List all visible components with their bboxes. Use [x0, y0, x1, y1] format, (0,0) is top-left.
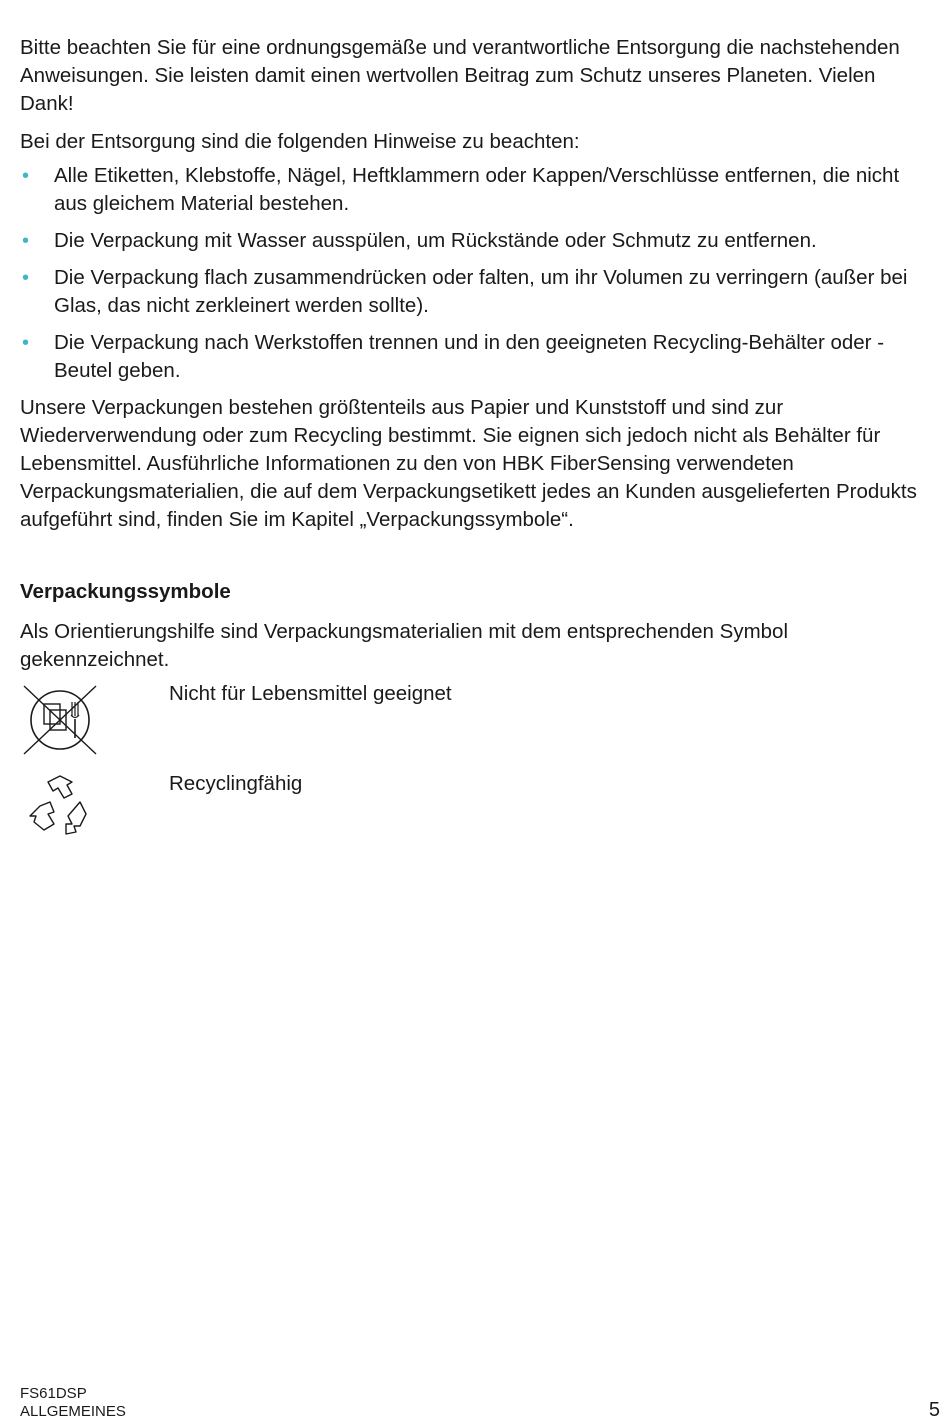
list-item-text: Die Verpackung mit Wasser ausspülen, um Rückstände oder Schmutz zu entfernen. — [54, 229, 817, 252]
bullet-icon: • — [22, 332, 30, 354]
disposal-lead-text: Bei der Entsorgung sind die folgenden Hinweise zu beachten: — [20, 130, 580, 153]
list-item — [20, 227, 932, 255]
symbol-row-not-food-safe — [20, 680, 932, 770]
list-item-text: Alle Etiketten, Klebstoffe, Nägel, Heftklammern oder Kappen/Verschlüsse entfernen, die nicht aus gleichem Material bestehen. — [54, 164, 900, 215]
bullet-icon: • — [22, 165, 30, 187]
not-food-safe-icon — [20, 682, 100, 758]
symbol-row-recycling — [20, 770, 932, 860]
symbol-label: Nicht für Lebensmittel geeignet — [169, 682, 452, 705]
list-item — [20, 264, 932, 320]
symbol-label: Recyclingfähig — [169, 772, 303, 795]
packaging-paragraph: Unsere Verpackungen bestehen größtenteils aus Papier und Kunststoff und sind zur Wiederverwendung oder zum Recycling bestimmt. Sie eignen sich jedoch nicht als Behälter für Lebensmittel. Ausführliche Informationen zu den von HBK FiberSensing verwendeten Verpackungsmaterialien, die auf dem Verpackungsetikett jedes an Kunden ausgelieferten Produkts aufgeführt sind, finden Sie im Kapitel „Verpackungssymbole“. — [20, 396, 917, 531]
page-number: 5 — [928, 1399, 940, 1421]
list-item — [20, 162, 932, 218]
section-heading: Verpackungssymbole — [20, 580, 231, 603]
footer-product: FS61DSP — [20, 1385, 87, 1402]
document-body — [20, 34, 932, 860]
list-item-text: Die Verpackung nach Werkstoffen trennen und in den geeigneten Recycling-Behälter oder -Beutel geben. — [54, 331, 885, 382]
intro-paragraph: Bitte beachten Sie für eine ordnungsgemäße und verantwortliche Entsorgung die nachstehenden Anweisungen. Sie leisten damit einen wertvollen Beitrag zum Schutz unseres Planeten. Vielen Dank! — [20, 36, 900, 115]
bullet-icon: • — [22, 267, 30, 289]
list-item-text: Die Verpackung flach zusammendrücken oder falten, um ihr Volumen zu verringern (außer bei Glas, das nicht zerkleinert werden sollte). — [54, 266, 908, 317]
footer-chapter: ALLGEMEINES — [20, 1403, 126, 1420]
section-description: Als Orientierungshilfe sind Verpackungsmaterialien mit dem entsprechenden Symbol gekennzeichnet. — [20, 620, 789, 671]
footer-document-info — [20, 1385, 126, 1421]
recycling-icon — [20, 772, 100, 848]
list-item — [20, 329, 932, 385]
bullet-icon: • — [22, 230, 30, 252]
disposal-instructions-list — [20, 162, 932, 385]
